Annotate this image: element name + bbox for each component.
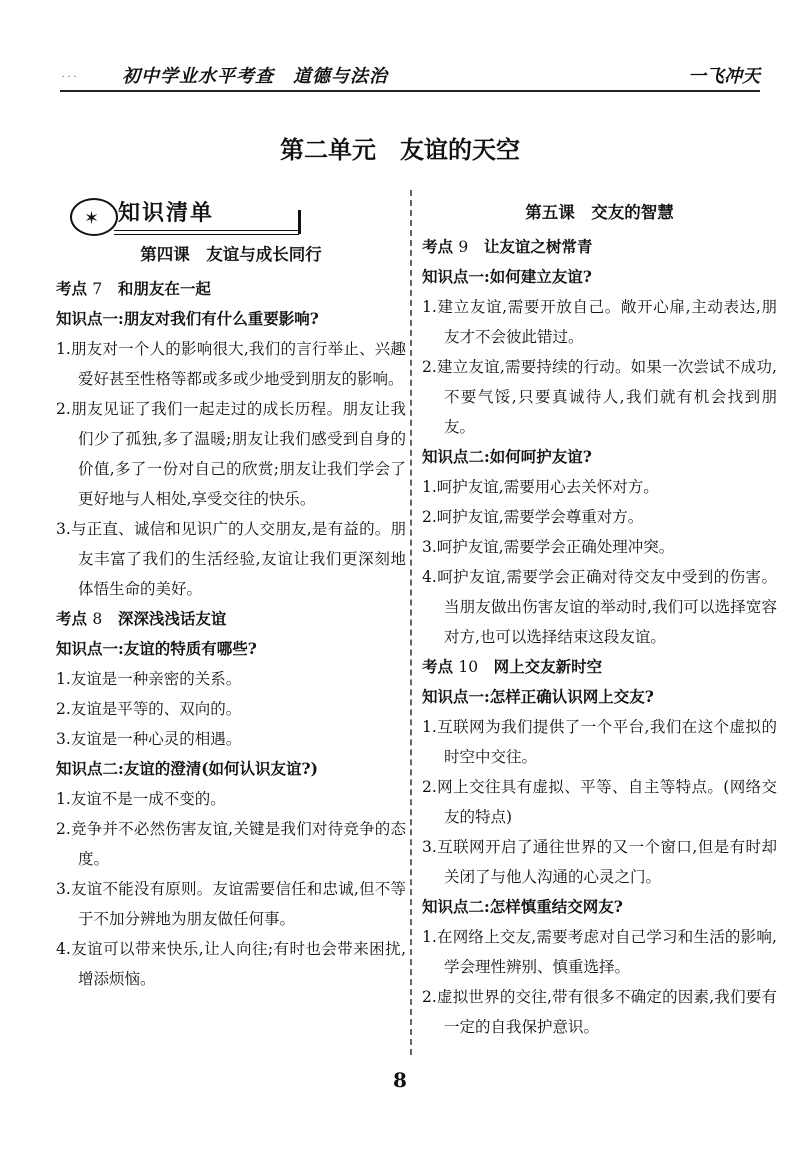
list-item: 2.呵护友谊,需要学会尊重对方。 — [422, 508, 644, 526]
list-item: 1.建立友谊,需要开放自己。敞开心扉,主动表达,朋友才不会彼此错过。 — [422, 298, 777, 346]
kaodian-heading: 考点 7 和朋友在一起 — [56, 279, 211, 298]
list-item: 3.与正直、诚信和见识广的人交朋友,是有益的。朋友丰富了我们的生活经验,友谊让我们更深刻地体悟生命的美好。 — [56, 520, 406, 598]
lesson-title: 第四课 友谊与成长同行 — [140, 245, 322, 264]
page-header — [60, 62, 760, 92]
list-item: 1.友谊不是一成不变的。 — [56, 790, 226, 808]
knowledge-point-heading: 知识点一:如何建立友谊? — [422, 267, 592, 286]
knowledge-point-heading: 知识点一:朋友对我们有什么重要影响? — [56, 309, 319, 328]
list-item: 1.互联网为我们提供了一个平台,我们在这个虚拟的时空中交往。 — [422, 718, 777, 766]
header-brand: 一飞冲天 — [688, 66, 760, 87]
list-item: 1.在网络上交友,需要考虑对自己学习和生活的影响,学会理性辨别、慎重选择。 — [422, 928, 777, 976]
list-item: 1.呵护友谊,需要用心去关怀对方。 — [422, 478, 659, 496]
unit-title: 第二单元 友谊的天空 — [280, 135, 520, 164]
page-number: 8 — [393, 1068, 407, 1092]
list-item: 2.朋友见证了我们一起走过的成长历程。朋友让我们少了孤独,多了温暖;朋友让我们感受到自身的价值,多了一份对自己的欣赏;朋友让我们学会了更好地与人相处,享受交往的快乐。 — [56, 400, 406, 508]
star-icon: ✶ — [84, 208, 100, 229]
knowledge-point-heading: 知识点一:怎样正确认识网上交友? — [422, 687, 654, 706]
list-item: 3.互联网开启了通往世界的又一个窗口,但是有时却关闭了与他人沟通的心灵之门。 — [422, 838, 777, 886]
list-item: 4.友谊可以带来快乐,让人向往;有时也会带来困扰,增添烦恼。 — [56, 940, 406, 988]
left-column — [56, 192, 406, 994]
list-item: 2.虚拟世界的交往,带有很多不确定的因素,我们要有一定的自我保护意识。 — [422, 988, 777, 1036]
lesson-title: 第五课 交友的智慧 — [525, 203, 674, 222]
knowledge-point-heading: 知识点二:如何呵护友谊? — [422, 447, 592, 466]
knowledge-point-heading: 知识点一:友谊的特质有哪些? — [56, 639, 257, 658]
kaodian-heading: 考点 10 网上交友新时空 — [422, 657, 603, 676]
list-item: 2.建立友谊,需要持续的行动。如果一次尝试不成功,不要气馁,只要真诚待人,我们就有机会找到朋友。 — [422, 358, 777, 436]
right-column — [422, 192, 777, 1042]
knowledge-point-heading: 知识点二:怎样慎重结交网友? — [422, 897, 623, 916]
decorative-mark: ˙˙˙ — [60, 74, 78, 88]
badge-label: 知识清单 — [118, 200, 215, 226]
badge-underline — [114, 230, 299, 235]
section-badge — [56, 192, 406, 238]
list-item: 4.呵护友谊,需要学会正确对待交友中受到的伤害。当朋友做出伤害友谊的举动时,我们可以选择宽容对方,也可以选择结束这段友谊。 — [422, 568, 777, 646]
badge-bar — [298, 210, 301, 234]
list-item: 3.友谊不能没有原则。友谊需要信任和忠诚,但不等于不加分辨地为朋友做任何事。 — [56, 880, 406, 928]
column-divider — [410, 190, 412, 1055]
header-rule — [60, 90, 760, 92]
list-item: 1.朋友对一个人的影响很大,我们的言行举止、兴趣爱好甚至性格等都或多或少地受到朋友的影响。 — [56, 340, 406, 388]
list-item: 1.友谊是一种亲密的关系。 — [56, 670, 242, 688]
list-item: 2.网上交往具有虚拟、平等、自主等特点。(网络交友的特点) — [422, 778, 777, 826]
kaodian-heading: 考点 9 让友谊之树常青 — [422, 237, 593, 256]
kaodian-heading: 考点 8 深深浅浅话友谊 — [56, 609, 227, 628]
list-item: 2.友谊是平等的、双向的。 — [56, 700, 242, 718]
header-book-title: 初中学业水平考查 道德与法治 — [122, 66, 388, 87]
knowledge-point-heading: 知识点二:友谊的澄清(如何认识友谊?) — [56, 759, 318, 778]
list-item: 3.呵护友谊,需要学会正确处理冲突。 — [422, 538, 675, 556]
list-item: 3.友谊是一种心灵的相遇。 — [56, 730, 242, 748]
list-item: 2.竞争并不必然伤害友谊,关键是我们对待竞争的态度。 — [56, 820, 406, 868]
